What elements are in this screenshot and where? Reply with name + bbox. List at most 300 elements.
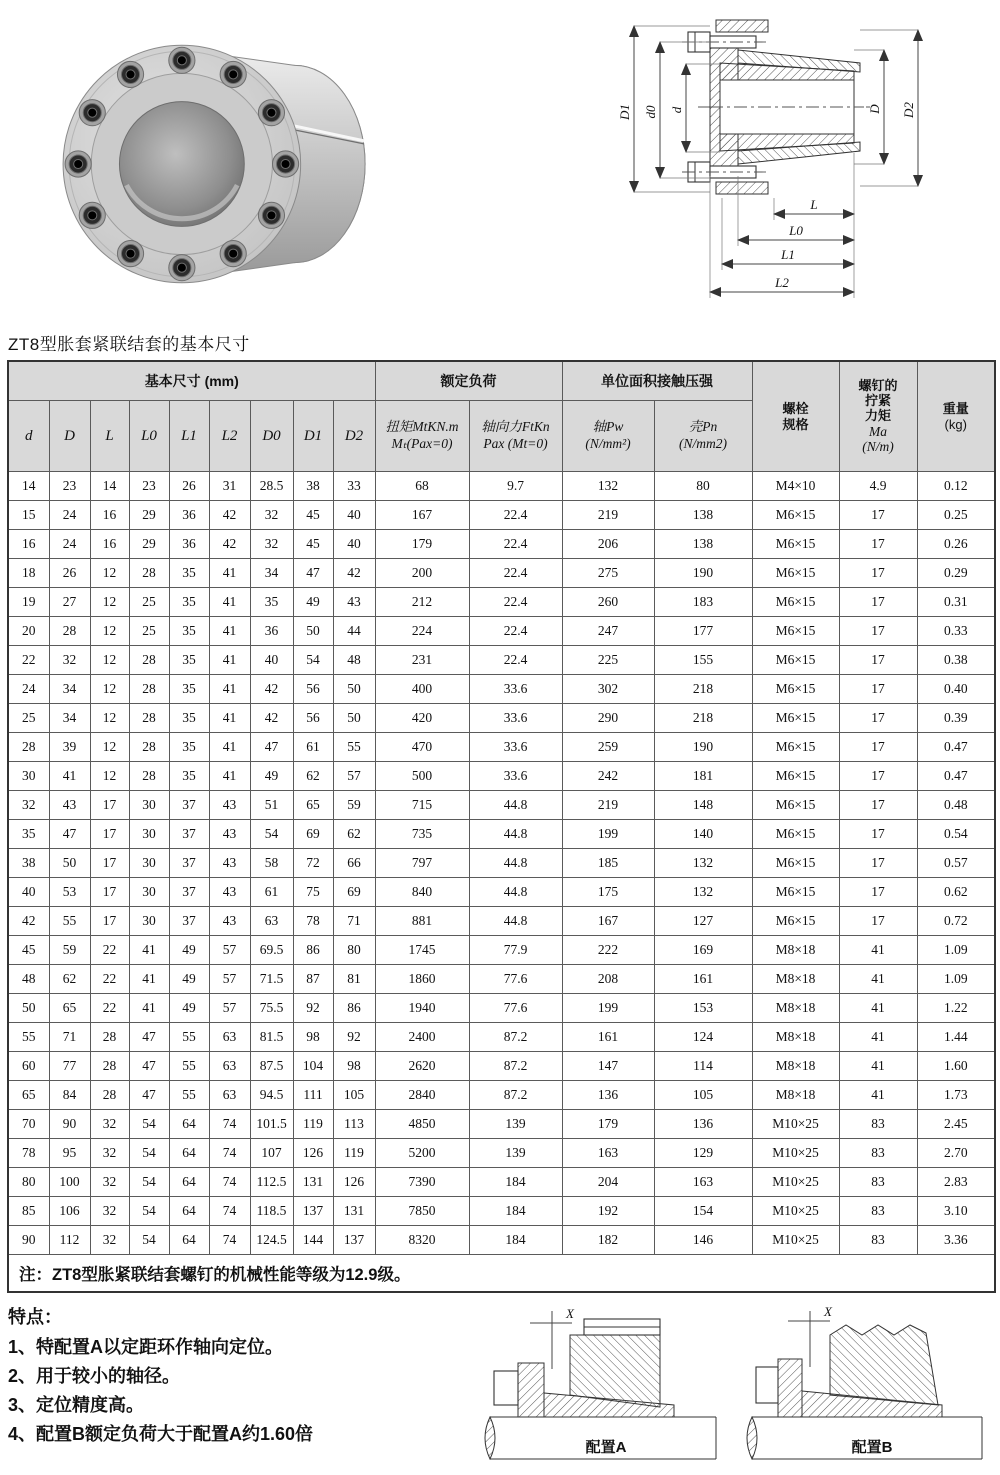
cell: 302 — [562, 675, 654, 704]
cell: 153 — [654, 994, 752, 1023]
col-L0: L0 — [129, 401, 169, 472]
cell: 47 — [129, 1052, 169, 1081]
cell: 44.8 — [469, 878, 562, 907]
torque-line1: 螺钉的 — [858, 377, 898, 393]
cell: 50 — [8, 994, 49, 1023]
cell: 101.5 — [250, 1110, 293, 1139]
table-row — [8, 1226, 995, 1255]
cell: M10×25 — [752, 1139, 839, 1168]
cell: 56 — [293, 704, 333, 733]
cell: 44.8 — [469, 849, 562, 878]
cell: 63 — [209, 1052, 250, 1081]
cell: 111 — [293, 1081, 333, 1110]
col-torque: 扭矩MtKN.m Mₜ(Pax=0) — [375, 401, 469, 472]
cell: 1745 — [375, 936, 469, 965]
cell: 35 — [169, 675, 209, 704]
col-axial-force: 轴向力FtKn Pax (Mt=0) — [469, 401, 562, 472]
cell: 32 — [90, 1139, 129, 1168]
cell: 87.2 — [469, 1052, 562, 1081]
cell: 41 — [129, 936, 169, 965]
cell: 43 — [209, 907, 250, 936]
cell: 32 — [90, 1110, 129, 1139]
cell: 500 — [375, 762, 469, 791]
cell: 34 — [250, 559, 293, 588]
collar-top — [716, 20, 768, 32]
cell: 0.33 — [917, 617, 995, 646]
cell: 41 — [209, 733, 250, 762]
col-d: d — [8, 401, 49, 472]
cell: 138 — [654, 501, 752, 530]
cell: 17 — [90, 820, 129, 849]
cell: 54 — [129, 1226, 169, 1255]
cell: 167 — [562, 907, 654, 936]
cell: 54 — [129, 1168, 169, 1197]
cell: 23 — [129, 472, 169, 501]
cell: 37 — [169, 907, 209, 936]
cell: 192 — [562, 1197, 654, 1226]
cell: 1.22 — [917, 994, 995, 1023]
table-row — [8, 588, 995, 617]
cell: 161 — [654, 965, 752, 994]
torque-symbol: Ma — [869, 423, 887, 439]
cell: 60 — [8, 1052, 49, 1081]
cell: 57 — [333, 762, 375, 791]
cell: 55 — [169, 1023, 209, 1052]
col-D: D — [49, 401, 90, 472]
cell: 8320 — [375, 1226, 469, 1255]
cell: 127 — [654, 907, 752, 936]
cell: 7850 — [375, 1197, 469, 1226]
cell: 78 — [8, 1139, 49, 1168]
table-row — [8, 1168, 995, 1197]
cell: 62 — [49, 965, 90, 994]
cell: 137 — [293, 1197, 333, 1226]
cell: 139 — [469, 1139, 562, 1168]
cell: 42 — [209, 530, 250, 559]
cell: M6×15 — [752, 791, 839, 820]
cell: 881 — [375, 907, 469, 936]
cell: 40 — [333, 530, 375, 559]
cell: M8×18 — [752, 965, 839, 994]
top-section — [0, 0, 1000, 328]
cell: 35 — [250, 588, 293, 617]
cell: 47 — [129, 1023, 169, 1052]
cell: 80 — [654, 472, 752, 501]
cell: 40 — [333, 501, 375, 530]
cell: 18 — [8, 559, 49, 588]
cell: 41 — [209, 559, 250, 588]
cell: 16 — [90, 530, 129, 559]
cell: 47 — [250, 733, 293, 762]
cell: 28 — [90, 1023, 129, 1052]
dim-label-D1: D1 — [617, 104, 632, 120]
col-L2: L2 — [209, 401, 250, 472]
cell: 181 — [654, 762, 752, 791]
cell: 22 — [90, 965, 129, 994]
cell: 48 — [8, 965, 49, 994]
torque-unit: (N/m) — [862, 439, 894, 455]
cell: 50 — [293, 617, 333, 646]
table-row — [8, 965, 995, 994]
cell: 44 — [333, 617, 375, 646]
cell: 30 — [129, 820, 169, 849]
sleeve-flange-a — [518, 1363, 544, 1417]
config-a-caption: 配置A — [585, 1439, 627, 1456]
cell: 184 — [469, 1226, 562, 1255]
cell: 83 — [839, 1197, 917, 1226]
cell: 28 — [129, 646, 169, 675]
cell: 29 — [129, 530, 169, 559]
cell: 36 — [250, 617, 293, 646]
cell: 86 — [293, 936, 333, 965]
cell: 80 — [333, 936, 375, 965]
cell: 146 — [654, 1226, 752, 1255]
x-label-a: X — [566, 1306, 574, 1321]
cell: 113 — [333, 1110, 375, 1139]
cell: 12 — [90, 617, 129, 646]
cell: 35 — [169, 559, 209, 588]
cell: 136 — [654, 1110, 752, 1139]
cell: 185 — [562, 849, 654, 878]
cell: 219 — [562, 791, 654, 820]
cell: 65 — [49, 994, 90, 1023]
cell: 190 — [654, 733, 752, 762]
cell: 41 — [209, 588, 250, 617]
bolt-spec-line2: 规格 — [782, 416, 809, 432]
cell: 30 — [8, 762, 49, 791]
cell: 32 — [250, 530, 293, 559]
cell: 54 — [129, 1110, 169, 1139]
cell: M8×18 — [752, 936, 839, 965]
cell: 17 — [839, 762, 917, 791]
cell: 41 — [839, 1052, 917, 1081]
cell: 470 — [375, 733, 469, 762]
cell: 55 — [333, 733, 375, 762]
cell: 2.70 — [917, 1139, 995, 1168]
table-row — [8, 733, 995, 762]
cell: 83 — [839, 1168, 917, 1197]
cell: 77.6 — [469, 994, 562, 1023]
page-title: ZT8型胀套紧联结套的基本尺寸 — [8, 335, 250, 354]
table-note: 注：ZT8型胀紧联结套螺钉的机械性能等级为12.9级。 — [8, 1255, 995, 1293]
cell: 9.7 — [469, 472, 562, 501]
cell: 34 — [49, 675, 90, 704]
table-row — [8, 1139, 995, 1168]
cell: 43 — [209, 878, 250, 907]
cell: M8×18 — [752, 1052, 839, 1081]
cell: 175 — [562, 878, 654, 907]
cell: 41 — [209, 762, 250, 791]
cell: 114 — [654, 1052, 752, 1081]
cell: 138 — [654, 530, 752, 559]
col-D1: D1 — [293, 401, 333, 472]
table-row — [8, 1110, 995, 1139]
cell: 22.4 — [469, 559, 562, 588]
cell: 32 — [90, 1168, 129, 1197]
cell: 54 — [129, 1197, 169, 1226]
cell: 259 — [562, 733, 654, 762]
cell: 24 — [8, 675, 49, 704]
hub-a — [570, 1335, 660, 1407]
cell: 40 — [250, 646, 293, 675]
cell: 37 — [169, 849, 209, 878]
cell: 66 — [333, 849, 375, 878]
cell: 74 — [209, 1197, 250, 1226]
dim-label-L: L — [810, 197, 818, 212]
cell: 2840 — [375, 1081, 469, 1110]
cell: M6×15 — [752, 907, 839, 936]
col-hub-pressure: 壳Pn (N/mm2) — [654, 401, 752, 472]
cell: 63 — [250, 907, 293, 936]
cell: 77.6 — [469, 965, 562, 994]
cell: 139 — [469, 1110, 562, 1139]
cell: 12 — [90, 588, 129, 617]
cell: 179 — [562, 1110, 654, 1139]
cell: 22 — [8, 646, 49, 675]
cell: 204 — [562, 1168, 654, 1197]
cell: 57 — [209, 965, 250, 994]
cell: 37 — [169, 820, 209, 849]
cell: 420 — [375, 704, 469, 733]
table-row — [8, 907, 995, 936]
cell: 12 — [90, 559, 129, 588]
cell: 87.2 — [469, 1081, 562, 1110]
cell: 17 — [90, 878, 129, 907]
cell: 100 — [49, 1168, 90, 1197]
cell: 131 — [293, 1168, 333, 1197]
sleeve-flange-b — [778, 1359, 802, 1417]
cell: 0.54 — [917, 820, 995, 849]
dimensions-table — [7, 360, 996, 1293]
cell: 154 — [654, 1197, 752, 1226]
cell: 0.62 — [917, 878, 995, 907]
cell: 17 — [90, 907, 129, 936]
bore — [119, 102, 244, 227]
cell: 17 — [839, 704, 917, 733]
cell: 59 — [49, 936, 90, 965]
cell: 61 — [293, 733, 333, 762]
cell: M8×18 — [752, 1023, 839, 1052]
cell: 222 — [562, 936, 654, 965]
cell: 25 — [129, 588, 169, 617]
cell: 131 — [333, 1197, 375, 1226]
cell: 14 — [90, 472, 129, 501]
cell: 55 — [169, 1052, 209, 1081]
cell: 74 — [209, 1110, 250, 1139]
cell: 840 — [375, 878, 469, 907]
section-drawing — [596, 0, 1000, 320]
cell: 64 — [169, 1139, 209, 1168]
cell: 32 — [8, 791, 49, 820]
cell: 163 — [562, 1139, 654, 1168]
cell: 22.4 — [469, 501, 562, 530]
cell: 38 — [293, 472, 333, 501]
cell: 0.25 — [917, 501, 995, 530]
cell: M10×25 — [752, 1168, 839, 1197]
cell: 107 — [250, 1139, 293, 1168]
cell: 28 — [129, 675, 169, 704]
bolt-spec-line1: 螺栓 — [782, 401, 809, 417]
cell: 87.5 — [250, 1052, 293, 1081]
cell: 129 — [654, 1139, 752, 1168]
product-photo-image — [28, 12, 376, 314]
dim-label-d: d — [669, 106, 684, 114]
cell: 247 — [562, 617, 654, 646]
cell: 28.5 — [250, 472, 293, 501]
cell: 28 — [129, 559, 169, 588]
cell: 24 — [49, 530, 90, 559]
cell: 17 — [839, 559, 917, 588]
cell: 17 — [839, 849, 917, 878]
cell: M6×15 — [752, 530, 839, 559]
cell: 44.8 — [469, 791, 562, 820]
cell: 45 — [8, 936, 49, 965]
cell: 33 — [333, 472, 375, 501]
cell: 43 — [209, 820, 250, 849]
col-L1: L1 — [169, 401, 209, 472]
cell: 12 — [90, 704, 129, 733]
cell: 69 — [293, 820, 333, 849]
cell: 106 — [49, 1197, 90, 1226]
cell: 219 — [562, 501, 654, 530]
cell: 715 — [375, 791, 469, 820]
cell: 77 — [49, 1052, 90, 1081]
table-row — [8, 646, 995, 675]
cell: 50 — [49, 849, 90, 878]
cell: 83 — [839, 1226, 917, 1255]
cell: 87.2 — [469, 1023, 562, 1052]
cell: 179 — [375, 530, 469, 559]
cell: 12 — [90, 646, 129, 675]
feature-item-4: 4、配置B额定负荷大于配置A约1.60倍 — [8, 1424, 314, 1445]
cell: 44.8 — [469, 820, 562, 849]
cell: 225 — [562, 646, 654, 675]
cell: 33.6 — [469, 704, 562, 733]
table-row — [8, 1023, 995, 1052]
cell: 200 — [375, 559, 469, 588]
cell: M6×15 — [752, 588, 839, 617]
feature-item-2: 2、用于较小的轴径。 — [8, 1366, 181, 1387]
cell: 17 — [839, 617, 917, 646]
cell: M6×15 — [752, 501, 839, 530]
cell: 69 — [333, 878, 375, 907]
cell: 41 — [129, 994, 169, 1023]
torque-line3: 力矩 — [864, 408, 891, 424]
cell: 62 — [333, 820, 375, 849]
cell: 51 — [250, 791, 293, 820]
feature-item-1: 1、特配置A以定距环作轴向定位。 — [8, 1337, 284, 1357]
cell: 35 — [8, 820, 49, 849]
cell: 190 — [654, 559, 752, 588]
features-heading: 特点： — [8, 1307, 62, 1327]
cell: 1860 — [375, 965, 469, 994]
cell: 29 — [129, 501, 169, 530]
cell: 32 — [90, 1226, 129, 1255]
cell: 28 — [129, 733, 169, 762]
cell: M10×25 — [752, 1110, 839, 1139]
cell: 17 — [839, 878, 917, 907]
cell: 28 — [90, 1052, 129, 1081]
group-contact-pressure: 单位面积接触压强 — [562, 361, 752, 401]
cell: 48 — [333, 646, 375, 675]
cell: 41 — [209, 617, 250, 646]
cell: 12 — [90, 733, 129, 762]
cell: 32 — [250, 501, 293, 530]
table-row — [8, 1081, 995, 1110]
table-row — [8, 878, 995, 907]
cell: 22.4 — [469, 646, 562, 675]
cell: 119 — [293, 1110, 333, 1139]
cell: 35 — [169, 646, 209, 675]
shaft-end-a — [485, 1417, 495, 1459]
cell: 119 — [333, 1139, 375, 1168]
cell: 41 — [839, 994, 917, 1023]
cell: 22 — [90, 994, 129, 1023]
cell: 41 — [209, 646, 250, 675]
cell: 17 — [839, 501, 917, 530]
cell: 49 — [169, 994, 209, 1023]
cell: 71.5 — [250, 965, 293, 994]
note-row — [8, 1255, 995, 1293]
cell: 75.5 — [250, 994, 293, 1023]
cell: 132 — [562, 472, 654, 501]
cell: 1.09 — [917, 936, 995, 965]
cell: 126 — [293, 1139, 333, 1168]
cell: 126 — [333, 1168, 375, 1197]
cell: M6×15 — [752, 559, 839, 588]
cell: 124 — [654, 1023, 752, 1052]
cell: 17 — [839, 646, 917, 675]
cell: 163 — [654, 1168, 752, 1197]
cell: M6×15 — [752, 762, 839, 791]
cell: 81.5 — [250, 1023, 293, 1052]
cell: 74 — [209, 1226, 250, 1255]
header-bolt-spec — [752, 361, 839, 472]
cell: 17 — [839, 791, 917, 820]
cell: 30 — [129, 791, 169, 820]
cell: 71 — [49, 1023, 90, 1052]
cell: 55 — [8, 1023, 49, 1052]
cell: 24 — [49, 501, 90, 530]
cell: 62 — [293, 762, 333, 791]
group-basic-dimensions: 基本尺寸 (mm) — [8, 361, 375, 401]
cell: 41 — [49, 762, 90, 791]
cell: 25 — [8, 704, 49, 733]
cell: 148 — [654, 791, 752, 820]
cell: 54 — [129, 1139, 169, 1168]
cell: 50 — [333, 675, 375, 704]
cell: 40 — [8, 878, 49, 907]
cell: 3.10 — [917, 1197, 995, 1226]
cell: 45 — [293, 530, 333, 559]
cell: 42 — [8, 907, 49, 936]
config-drawings — [478, 1305, 992, 1475]
cell: 290 — [562, 704, 654, 733]
cell: 94.5 — [250, 1081, 293, 1110]
cell: 4.9 — [839, 472, 917, 501]
cell: 95 — [49, 1139, 90, 1168]
cell: 212 — [375, 588, 469, 617]
cell: 70 — [8, 1110, 49, 1139]
cell: 260 — [562, 588, 654, 617]
cell: 74 — [209, 1139, 250, 1168]
cell: 35 — [169, 762, 209, 791]
cell: 25 — [129, 617, 169, 646]
feature-item-3: 3、定位精度高。 — [8, 1395, 145, 1416]
cell: 58 — [250, 849, 293, 878]
table-row — [8, 617, 995, 646]
cell: M8×18 — [752, 994, 839, 1023]
